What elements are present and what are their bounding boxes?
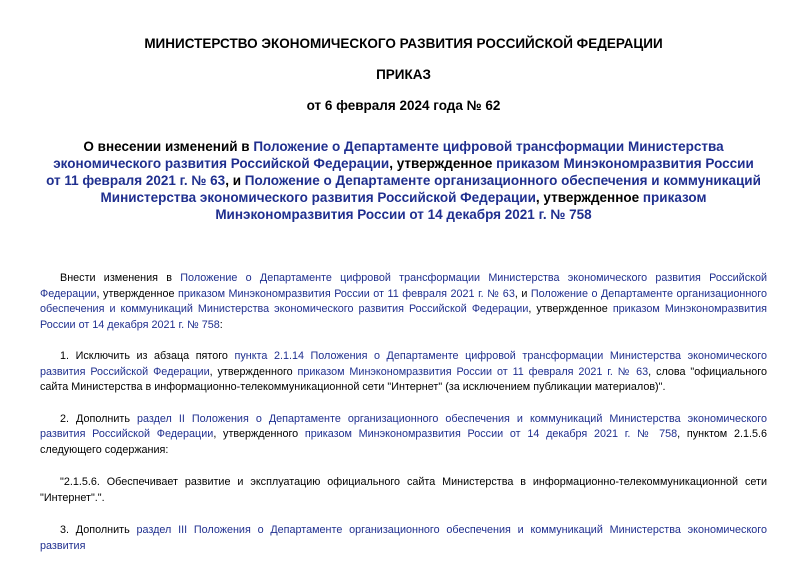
item2-text-3: , пунктом 2.1.5.6 следующего содержания: [40, 428, 767, 456]
item1-link-clause-2-1-14[interactable]: пункта 2.1.14 Положения о Департаменте цифровой трансформации Министерства экономического развития Российской Федерации [40, 350, 767, 378]
title-link-digital-dept-regulation[interactable]: Положение о Департаменте цифровой трансформации Министерства экономического развития Российской Федерации [53, 139, 724, 171]
item1-text-3: , слова "официального сайта Министерства в информационно-телекоммуникационной сети "Интернет" (за исключением публикации материалов)". [40, 365, 767, 393]
item3-text-1: 3. Дополнить [60, 524, 137, 536]
title-link-order-758[interactable]: приказом Минэкономразвития России от 14 декабря 2021 г. № 758 [215, 190, 707, 222]
item3-link-section-3[interactable]: раздел III Положения о Департаменте организационного обеспечения и коммуникаций Министерства экономического развития [40, 524, 767, 552]
intro-text-4: , утвержденное [528, 303, 613, 315]
intro-text-2: , утвержденное [96, 287, 179, 300]
title-text-2: , утвержденное [389, 156, 497, 171]
item1-text-2: , утвержденного [209, 365, 298, 378]
item-3-paragraph [40, 523, 767, 554]
intro-link-order-63[interactable]: приказом Минэкономразвития России от 11 февраля 2021 г. № 63 [178, 287, 515, 300]
item2-text-2: , утвержденного [213, 428, 305, 440]
item2-text-1: 2. Дополнить [60, 412, 137, 425]
title-text-1: О внесении изменений в [83, 139, 254, 154]
item1-link-order-63[interactable]: приказом Минэкономразвития России от 11 февраля 2021 г. № 63 [297, 365, 649, 378]
intro-link-org-dept-regulation[interactable]: Положение о Департаменте организационного обеспечения и коммуникаций Министерства экономического развития Российской Федерации [40, 287, 767, 315]
intro-text-3: , и [514, 287, 531, 300]
item-1-paragraph [40, 349, 767, 396]
ministry-heading: МИНИСТЕРСТВО ЭКОНОМИЧЕСКОГО РАЗВИТИЯ РОССИЙСКОЙ ФЕДЕРАЦИИ [144, 36, 663, 51]
intro-text-1: Внести изменения в [60, 272, 181, 284]
document-title [46, 138, 761, 223]
item2-link-section-2[interactable]: раздел II Положения о Департаменте организационного обеспечения и коммуникаций Министерства экономического развития Российской Федерации [40, 412, 767, 440]
item2-link-order-758[interactable]: приказом Минэкономразвития России от 14 декабря 2021 г. № 758 [304, 428, 678, 440]
intro-link-digital-dept-regulation[interactable]: Положение о Департаменте цифровой трансформации Министерства экономического развития Российской Федерации [40, 272, 767, 300]
document-date-number: от 6 февраля 2024 года № 62 [306, 98, 501, 113]
title-link-order-63[interactable]: приказом Минэкономразвития России от 11 февраля 2021 г. № 63 [46, 156, 754, 188]
title-link-org-dept-regulation[interactable]: Положение о Департаменте организационного обеспечения и коммуникаций Министерства экономического развития Российской Федерации [100, 173, 761, 205]
intro-text-5: : [219, 318, 223, 331]
title-text-3: , и [225, 173, 245, 188]
intro-paragraph [40, 271, 767, 333]
document-type: ПРИКАЗ [376, 67, 431, 82]
item1-text-1: 1. Исключить из абзаца пятого [60, 350, 235, 362]
quote-paragraph: "2.1.5.6. Обеспечивает развитие и эксплуатацию официального сайта Министерства в информационно-телекоммуникационной сети "Интернет".". [40, 476, 767, 504]
intro-link-order-758[interactable]: приказом Минэкономразвития России от 14 декабря 2021 г. № 758 [40, 303, 767, 331]
item-2-paragraph [40, 412, 767, 459]
title-text-4: , утвержденное [535, 190, 643, 205]
document-page [40, 36, 767, 554]
